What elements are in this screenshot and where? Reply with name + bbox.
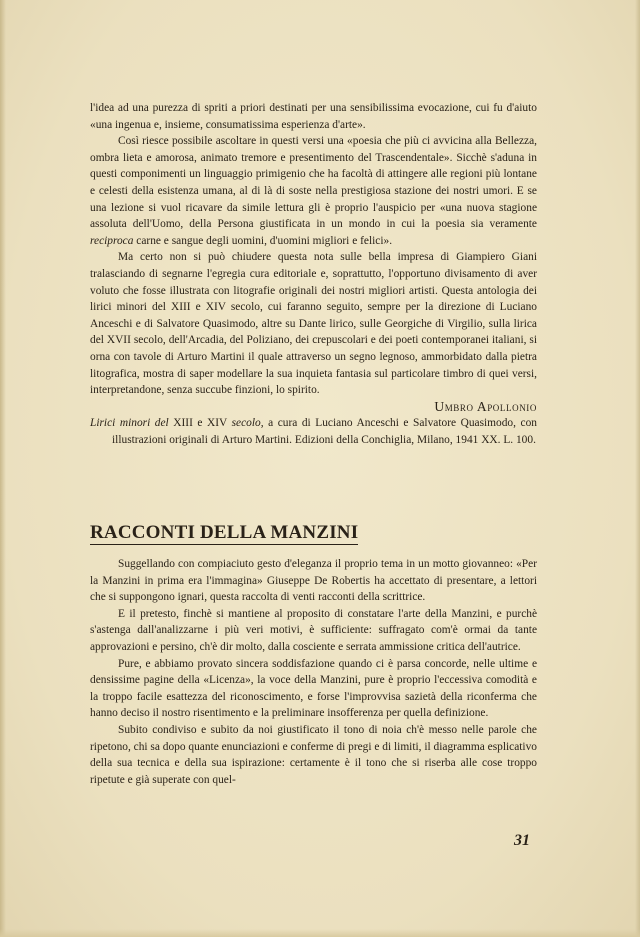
review-paragraph-2 (90, 133, 537, 249)
review-paragraph-2-end: carne e sangue degli uomini, d'uomini migliori e felici». (136, 234, 393, 247)
review-paragraph-3: Ma certo non si può chiudere questa nota sulle bella impresa di Giampiero Giani tralasciando di segnarne l'egregia cura editoriale e, soprattutto, l'opportuno divisamento di aver voluto che fosse illustrata con litografie originali dei nostri migliori artisti. Questa antologia dei lirici minori del XIII e XIV secolo, cui faranno seguito, sempre per la direzione di Luciano Anceschi e di Salvatore Quasimodo, altre su Dante lirico, sulle Georgiche di Virgilio, sulla lirica del XVII secolo, dell'Arcadia, del Poliziano, dei crepuscolari e dei poeti contemporanei italiani, si orna con tavole di Arturo Martini il quale attraverso un segno legnoso, ammorbidato dalla pietra litografica, mostra di saper modellare la sua inquieta fantasia sul particolare timbro di quei versi, interpretandone, senza succube finzioni, lo spirito. (90, 251, 537, 397)
biblio-century: XIII e XIV (173, 417, 228, 430)
italic-word: reciproca (90, 234, 134, 247)
section-heading: RACCONTI DELLA MANZINI (90, 522, 359, 543)
page-edge-right (635, 0, 640, 937)
section-paragraph-3: Pure, e abbiamo provato sincera soddisfazione quando ci è parsa concorde, nelle ultime e densissime pagine della «Licenza», la voce della Manzini, pure è proprio l'eccessiva comodità e la troppo facile esattezza del riconoscimento, e forse l'improvvisa sazietà della riconferma che hanno deciso il nostro risentimento e la preliminare insofferenza per quella definizione. (90, 657, 537, 720)
review-paragraph-2-text: Così riesce possibile ascoltare in questi versi una «poesia che più ci avvicina alla Bellezza, ombra lieta e amorosa, animato tremore e presentimento del Trascendentale». Sicchè s'aduna in questi componimenti un linguaggio primigenio che ha facoltà di attingere alle regioni più lontane e celesti della esistenza umana, al di là di soste nella prestigiosa stazione dei nostri umori. E se una lezione si vuol ricavare da simile lettura gli è proprio l'auspicio per «una nuova stagione assoluta dell'Uomo, della Persona giustificata in un mondo in cui la poesia sia veramente (90, 135, 537, 231)
review-column (90, 100, 537, 448)
author-signature: Umbro Apollonio (434, 398, 537, 414)
biblio-title-end: secolo, (231, 417, 264, 430)
biblio-title: Lirici minori del (90, 417, 169, 430)
section-paragraph-2: E il pretesto, finchè si mantiene al proposito di constatare l'arte della Manzini, e purchè s'astenga dall'analizzarne i più veri motivi, è sufficiente: suffragato com'è ormai da tante approvazioni e persino, ch'è dir molto, dalla cosciente e serrata ammissione critica dell'autrice. (90, 607, 537, 653)
section-paragraph-4: Subito condiviso e subito da noi giustificato il tono di noia ch'è messo nelle parole che ripetono, chi sa dopo quante enunciazioni e conferme di pregi e di limiti, il diagramma esplicativo della sua tecnica e della sua ispirazione: certamente è il tono che si riserba alle cose troppo ripetute e già superate con quel- (90, 723, 537, 786)
biblio-details: a cura di Luciano Anceschi e Salvatore Quasimodo, con illustrazioni originali di Arturo Martini. Edizioni della Conchiglia, Milano, 1941 XX. L. 100. (112, 417, 537, 446)
review-paragraph-1: l'idea ad una purezza di spriti a priori destinati per una sensibilissima evocazione, cui fu d'aiuto «una ingenua e, insieme, consumatissima esperienza d'arte». (90, 102, 537, 131)
bibliographic-note (90, 415, 537, 448)
section-column (90, 556, 537, 788)
page-edge-left (0, 0, 6, 937)
page-edge-bottom (0, 929, 640, 937)
section-paragraph-1: Suggellando con compiaciuto gesto d'eleganza il proprio tema in un motto giovanneo: «Per la Manzini in prima era l'immagina» Giuseppe De Robertis ha accettato di presentare, a lettori che si suppongono ignari, questa raccolta di venti racconti della scrittrice. (90, 558, 537, 604)
page-number: 31 (514, 832, 530, 849)
